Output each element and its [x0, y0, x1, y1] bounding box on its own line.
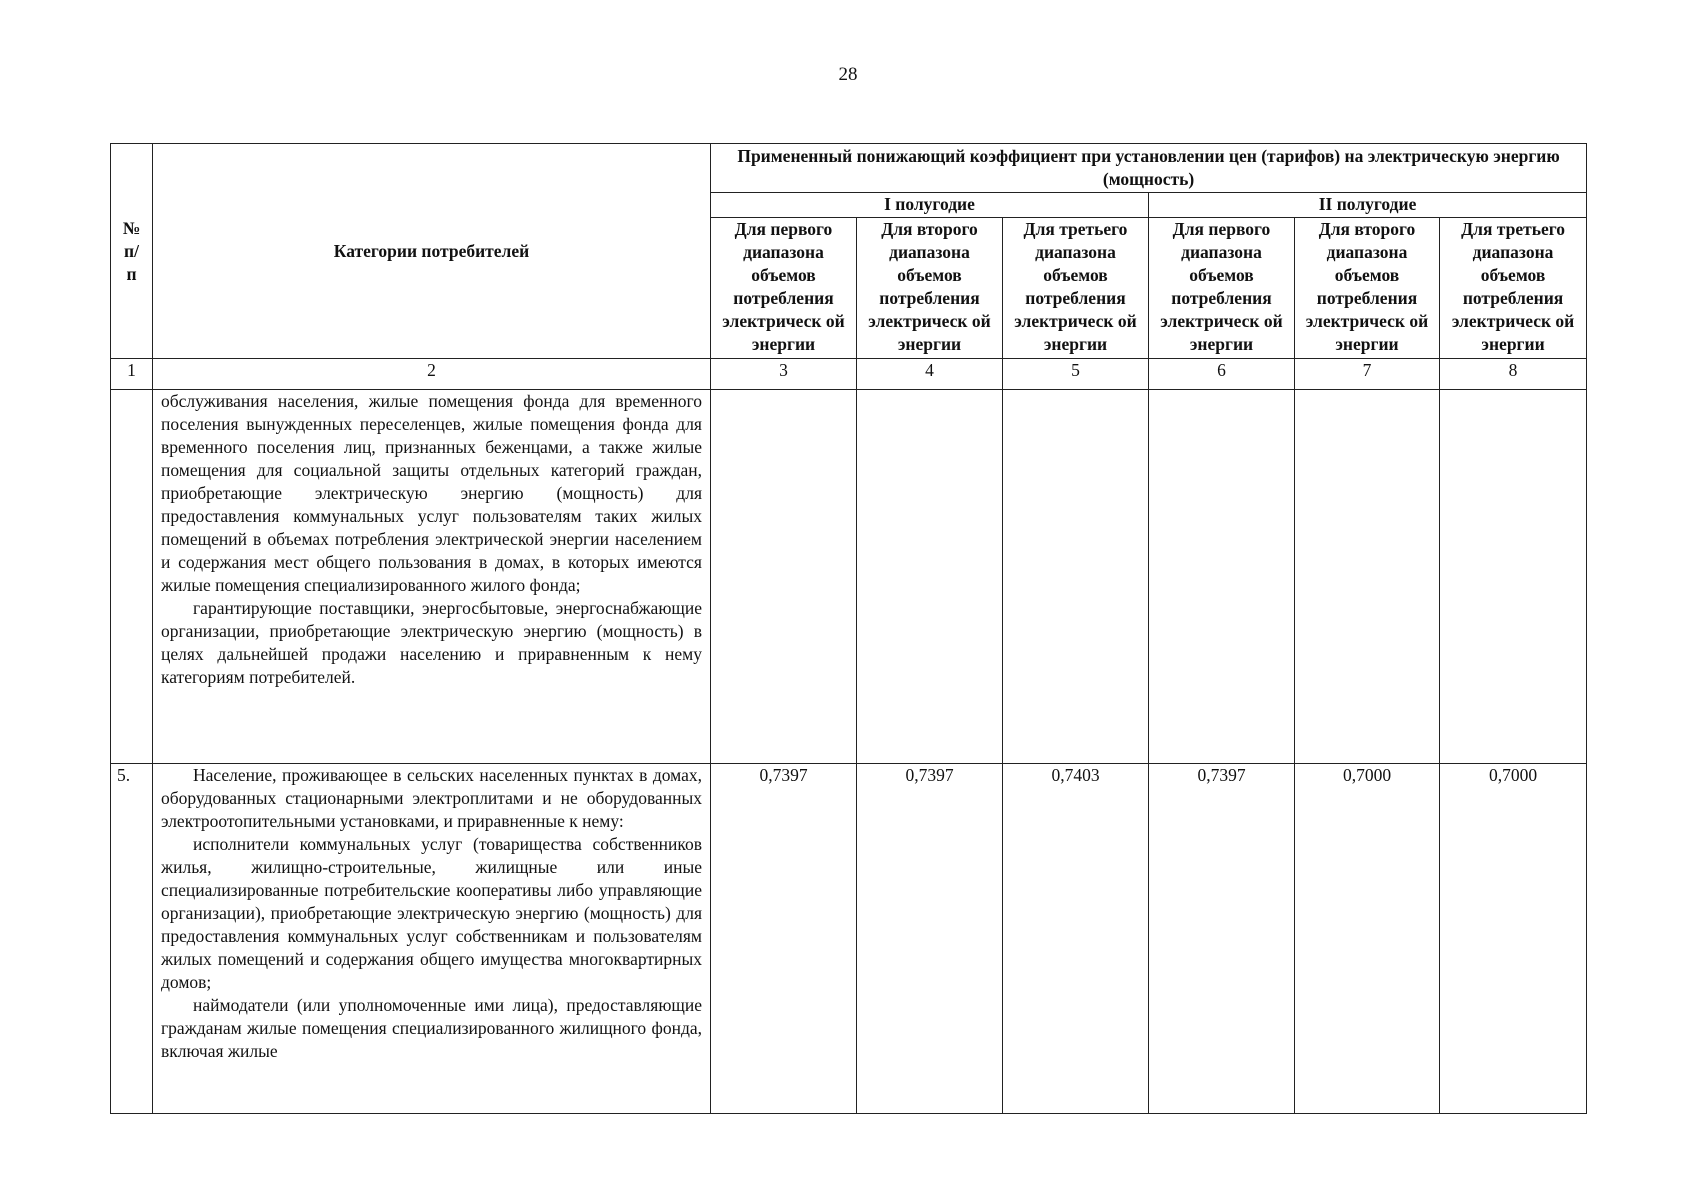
- header-coefficient-group: Примененный понижающий коэффициент при установлении цен (тарифов) на электрическую энергию (мощность): [711, 144, 1587, 193]
- coefficient-value: 0,7000: [1440, 764, 1587, 1114]
- coefficients-table: [110, 143, 1587, 1114]
- row-number: 5.: [111, 764, 153, 1114]
- header-subcolumn: Для второго диапазона объемов потребления электрическ ой энергии: [857, 218, 1003, 359]
- header-half-year-2: II полугодие: [1149, 193, 1587, 218]
- column-index: 8: [1440, 359, 1587, 390]
- page-number: 28: [838, 64, 858, 85]
- coefficient-value: 0,7403: [1003, 764, 1149, 1114]
- category-paragraph: исполнители коммунальных услуг (товарищества собственников жилья, жилищно-строительные, жилищные или иные специализированные потребительские кооперативы либо управляющие организации), приобретающие электрическую энергию (мощность) для предоставления коммунальных услуг собственникам и пользователям жилых помещений и содержания общего имущества многоквартирных домов;: [161, 834, 702, 992]
- header-subcolumn: Для третьего диапазона объемов потребления электрическ ой энергии: [1003, 218, 1149, 359]
- coefficient-value: [711, 390, 857, 764]
- header-subcolumn: Для первого диапазона объемов потребления электрическ ой энергии: [1149, 218, 1295, 359]
- coefficient-value: 0,7397: [857, 764, 1003, 1114]
- row-category-text: [153, 764, 711, 1114]
- category-paragraph: обслуживания населения, жилые помещения фонда для временного поселения вынужденных переселенцев, жилые помещения фонда для временного поселения лиц, признанных беженцами, а также жилые помещения для социальной защиты отдельных категорий граждан, приобретающие электрическую энергию (мощность) для предоставления коммунальных услуг пользователям таких жилых помещений в объемах потребления электрической энергии населением и содержания мест общего пользования в домах, в которых имеются жилые помещения специализированного жилого фонда;: [161, 391, 702, 595]
- header-number-column: № п/ п: [111, 144, 153, 359]
- header-subcolumn: Для второго диапазона объемов потребления электрическ ой энергии: [1295, 218, 1440, 359]
- column-index: 5: [1003, 359, 1149, 390]
- table-row: [111, 764, 1587, 1114]
- column-index: 6: [1149, 359, 1295, 390]
- column-index: 7: [1295, 359, 1440, 390]
- row-category-text: [153, 390, 711, 764]
- category-paragraph: Население, проживающее в сельских населенных пунктах в домах, оборудованных стационарными электроплитами и не оборудованных электроотопительными установками, и приравненные к нему:: [161, 765, 702, 831]
- coefficient-value: [1440, 390, 1587, 764]
- column-index: 3: [711, 359, 857, 390]
- coefficient-value: 0,7000: [1295, 764, 1440, 1114]
- category-paragraph: гарантирующие поставщики, энергосбытовые, энергоснабжающие организации, приобретающие электрическую энергию (мощность) в целях дальнейшей продажи населению и приравненным к нему категориям потребителей.: [161, 598, 702, 687]
- header-half-year-1: I полугодие: [711, 193, 1149, 218]
- column-index: 1: [111, 359, 153, 390]
- category-paragraph: наймодатели (или уполномоченные ими лица), предоставляющие гражданам жилые помещения специализированного жилищного фонда, включая жилые: [161, 995, 702, 1061]
- coefficient-value: 0,7397: [1149, 764, 1295, 1114]
- column-index: 2: [153, 359, 711, 390]
- header-subcolumn: Для первого диапазона объемов потребления электрическ ой энергии: [711, 218, 857, 359]
- column-index: 4: [857, 359, 1003, 390]
- row-number: [111, 390, 153, 764]
- coefficient-value: [857, 390, 1003, 764]
- coefficient-value: [1149, 390, 1295, 764]
- coefficient-value: [1295, 390, 1440, 764]
- table-row: [111, 390, 1587, 764]
- column-index-row: [111, 359, 1587, 390]
- coefficient-value: 0,7397: [711, 764, 857, 1114]
- header-category-column: Категории потребителей: [153, 144, 711, 359]
- coefficient-value: [1003, 390, 1149, 764]
- header-subcolumn: Для третьего диапазона объемов потребления электрическ ой энергии: [1440, 218, 1587, 359]
